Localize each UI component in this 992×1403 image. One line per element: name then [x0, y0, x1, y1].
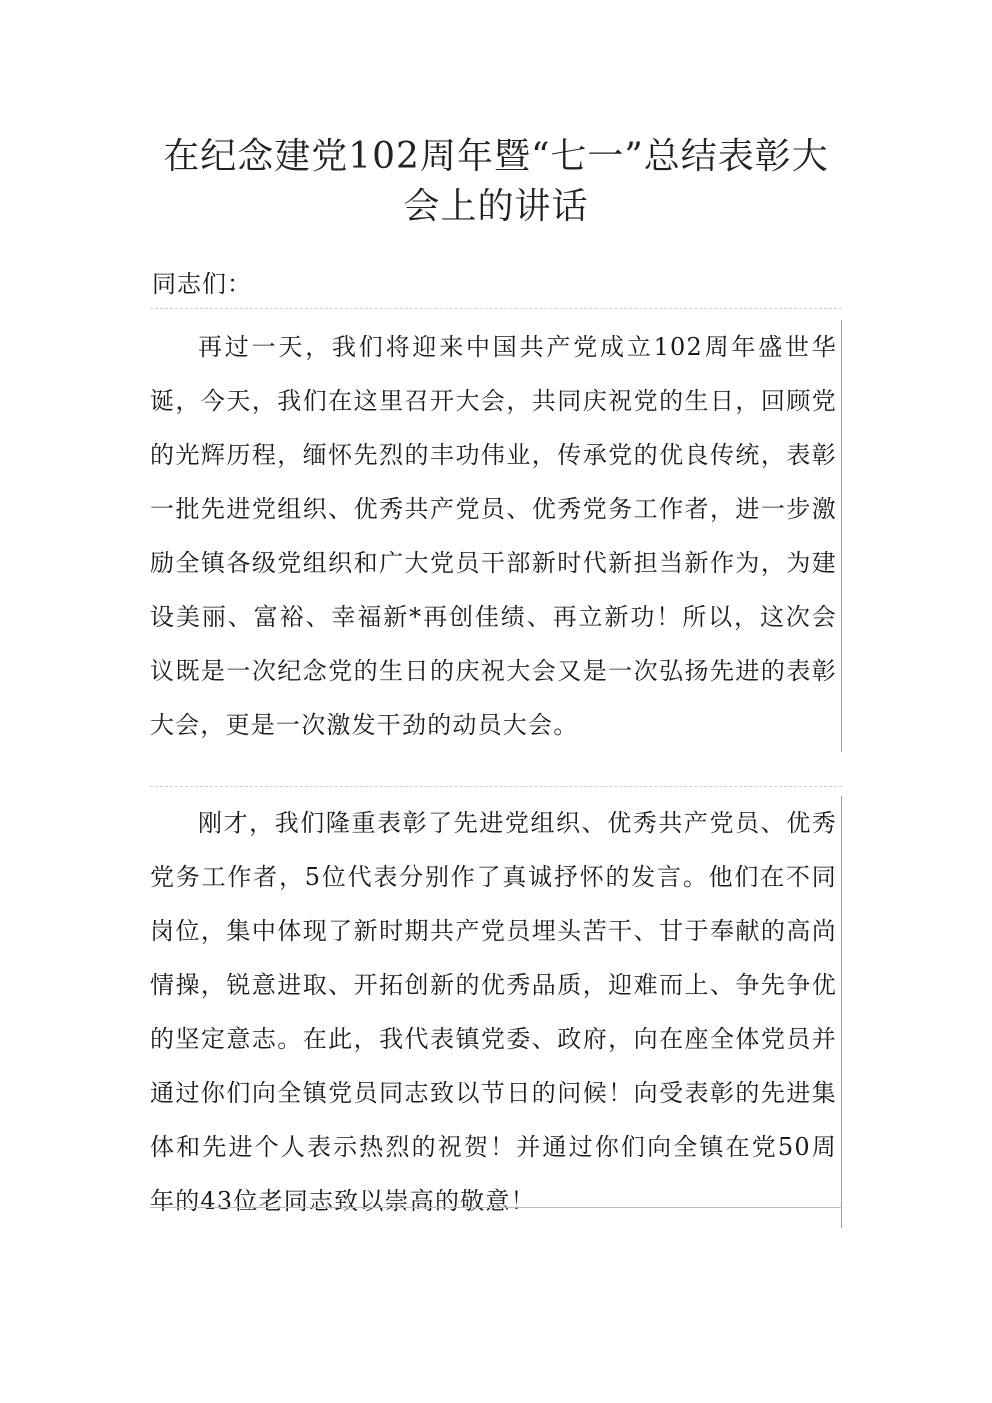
paragraph-2: 刚才，我们隆重表彰了先进党组织、优秀共产党员、优秀党务工作者，5位代表分别作了真诚抒怀的发言。他们在不同岗位，集中体现了新时期共产党员埋头苦干、甘于奉献的高尚情操，锐意进取、开拓创新的优秀品质，迎难而上、争先争优的坚定意志。在此，我代表镇党委、政府，向在座全体党员并通过你们向全镇党员同志致以节日的问候！向受表彰的先进集体和先进个人表示热烈的祝贺！并通过你们向全镇在党50周年的43位老同志致以崇高的敬意！: [150, 796, 842, 1228]
paragraph-1: 再过一天，我们将迎来中国共产党成立102周年盛世华诞，今天，我们在这里召开大会，共同庆祝党的生日，回顾党的光辉历程，缅怀先烈的丰功伟业，传承党的优良传统，表彰一批先进党组织、优秀共产党员、优秀党务工作者，进一步激励全镇各级党组织和广大党员干部新时代新担当新作为，为建设美丽、富裕、幸福新*再创佳绩、再立新功！所以，这次会议既是一次纪念党的生日的庆祝大会又是一次弘扬先进的表彰大会，更是一次激发干劲的动员大会。: [150, 320, 842, 752]
section-divider: [150, 308, 842, 309]
document-title: 在纪念建党102周年暨“七一”总结表彰大会上的讲话: [163, 136, 829, 227]
bottom-divider: [150, 1207, 842, 1208]
greeting: 同志们：: [152, 270, 252, 298]
section-divider: [150, 786, 842, 787]
